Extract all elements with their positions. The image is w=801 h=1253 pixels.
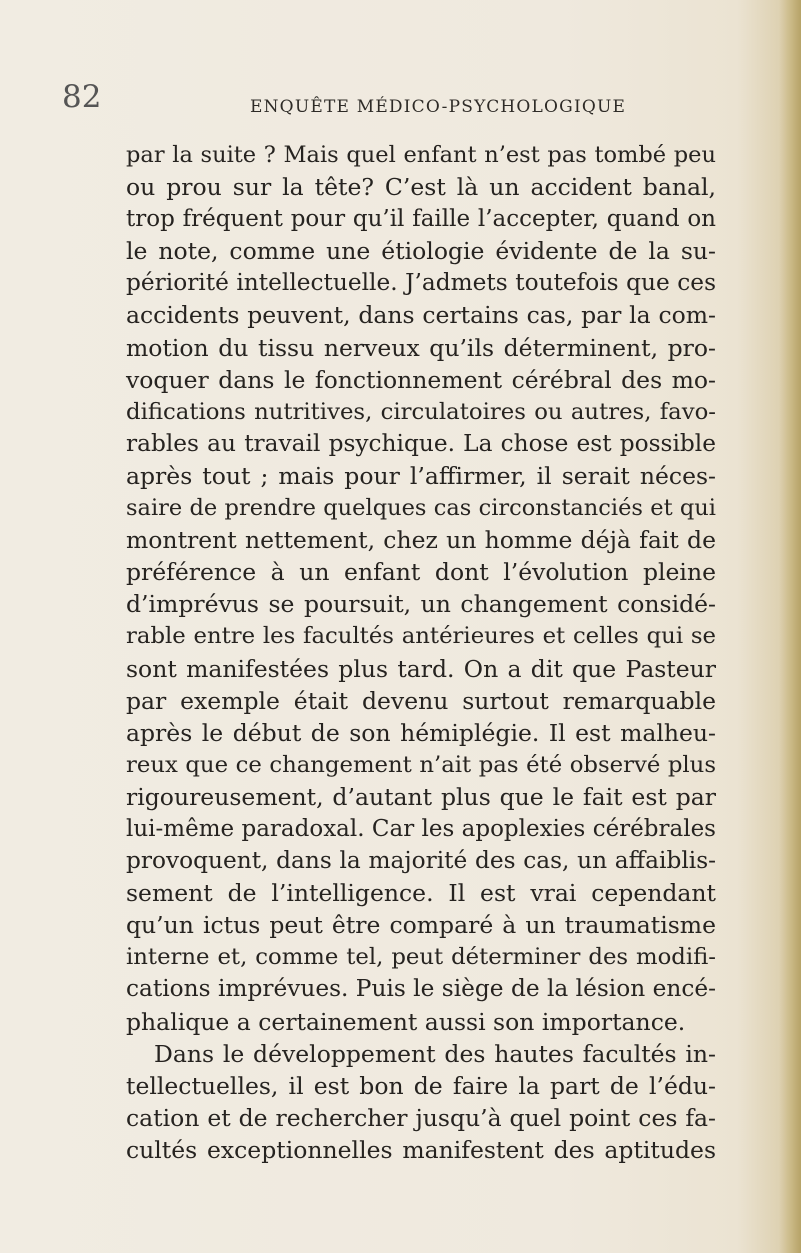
text-line: trop fréquent pour qu’il faille l’accepter, quand on — [126, 206, 716, 233]
text-line: motion du tissu nerveux qu’ils déterminent, pro- — [126, 333, 716, 362]
text-line: cations imprévues. Puis le siège de la lésion encé- — [126, 975, 716, 1003]
text-line: après le début de son hémiplégie. Il est malheu- — [126, 718, 716, 747]
text-line: cation et de rechercher jusqu’à quel point ces fa- — [126, 1103, 716, 1132]
text-line: interne et, comme tel, peut déterminer des modifi- — [126, 944, 716, 971]
page-edge-shadow — [779, 0, 801, 1253]
text-line: cultés exceptionnelles manifestent des aptitudes — [126, 1135, 716, 1164]
text-line: voquer dans le fonctionnement cérébral des mo- — [126, 365, 716, 394]
running-head: ENQUÊTE MÉDICO-PSYCHOLOGIQUE — [250, 97, 627, 117]
text-line: provoquent, dans la majorité des cas, un affaiblis- — [126, 847, 716, 875]
text-line: saire de prendre quelques cas circonstanciés et qui — [126, 495, 716, 522]
text-line: montrent nettement, chez un homme déjà fait de — [126, 526, 716, 555]
text-line: préférence à un enfant dont l’évolution pleine — [126, 558, 716, 587]
page-number: 82 — [62, 79, 102, 115]
text-line: d’imprévus se poursuit, un changement considé- — [126, 590, 716, 619]
text-line: phalique a certainement aussi son importance. — [126, 1007, 686, 1036]
text-line: par exemple était devenu surtout remarquable — [126, 686, 716, 715]
text-line: après tout ; mais pour l’affirmer, il serait néces- — [126, 461, 716, 490]
text-line: par la suite ? Mais quel enfant n’est pas tombé peu — [126, 142, 716, 168]
text-line: sement de l’intelligence. Il est vrai cependant — [126, 879, 716, 908]
text-line: lui-même paradoxal. Car les apoplexies cérébrales — [126, 815, 716, 842]
text-line: accidents peuvent, dans certains cas, par la com- — [126, 301, 716, 330]
text-line: ou prou sur la tête? C’est là un accident banal, — [126, 173, 716, 202]
text-line: difications nutritives, circulatoires ou autres, favo- — [126, 398, 716, 425]
text-line: rable entre les facultés antérieures et celles qui se — [126, 623, 716, 650]
text-line: reux que ce changement n’ait pas été observé plus — [126, 751, 716, 778]
text-line: tellectuelles, il est bon de faire la part de l’édu- — [126, 1071, 716, 1100]
text-line: rigoureusement, d’autant plus que le fait est par — [126, 782, 716, 811]
text-line: sont manifestées plus tard. On a dit que Pasteur — [126, 654, 716, 683]
text-line: périorité intellectuelle. J’admets toutefois que ces — [126, 269, 716, 297]
text-line: le note, comme une étiologie évidente de la su- — [126, 237, 716, 266]
text-line: Dans le développement des hautes facultés in- — [154, 1039, 716, 1068]
text-line: qu’un ictus peut être comparé à un traumatisme — [126, 911, 716, 940]
text-line: rables au travail psychique. La chose est possible — [126, 429, 716, 457]
body-text — [126, 139, 716, 1166]
